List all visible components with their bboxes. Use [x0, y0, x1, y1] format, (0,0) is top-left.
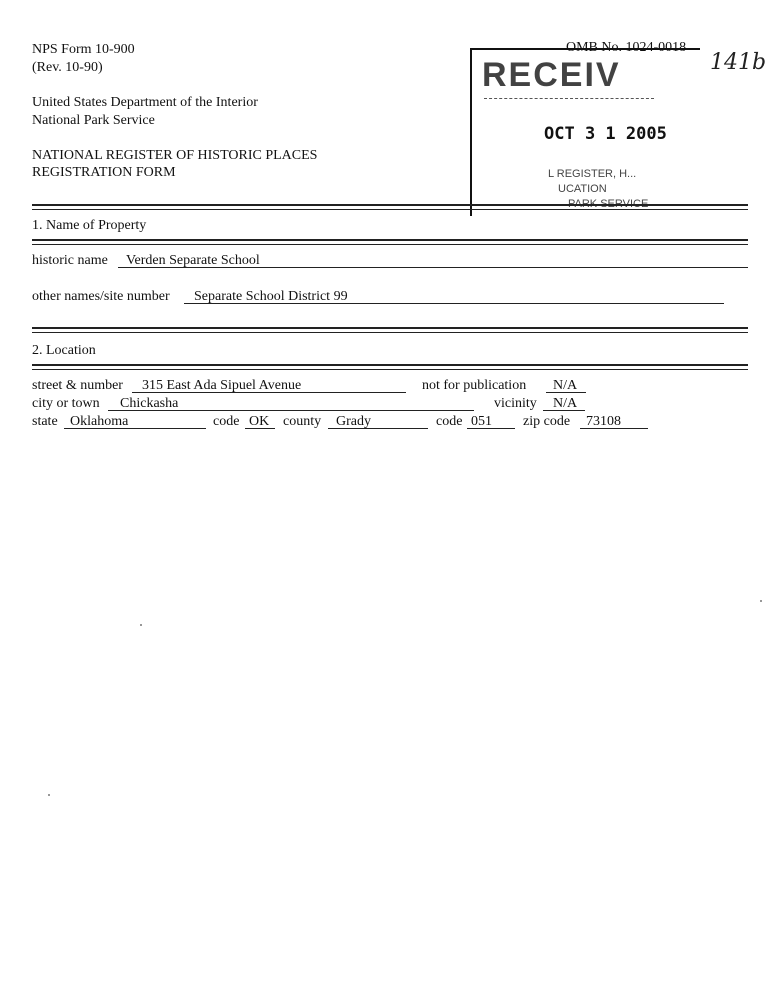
county-code-value: 051 — [471, 414, 492, 429]
handwritten-note: 141b — [710, 50, 767, 75]
stamp-divider — [484, 98, 654, 99]
section-rule — [32, 204, 748, 206]
street-value: 315 East Ada Sipuel Avenue — [142, 378, 302, 393]
vicinity-value: N/A — [553, 396, 578, 411]
state-code-label: code — [213, 414, 240, 429]
zip-code-label: zip code — [523, 414, 571, 429]
section-rule — [32, 332, 748, 333]
not-for-publication-value: N/A — [553, 378, 578, 393]
form-revision: (Rev. 10-90) — [32, 60, 103, 75]
historic-name-field[interactable] — [118, 253, 748, 268]
service-name: National Park Service — [32, 113, 155, 128]
section-rule — [32, 369, 748, 370]
state-label: state — [32, 414, 58, 429]
stamp-line-3: PARK SERVICE — [568, 198, 649, 210]
state-code-field[interactable] — [245, 414, 275, 429]
received-stamp — [470, 48, 700, 216]
section-rule — [32, 239, 748, 241]
other-names-field[interactable] — [184, 289, 724, 304]
other-names-label: other names/site number — [32, 289, 170, 304]
stamp-line-2: UCATION — [558, 183, 607, 195]
section-1-heading: 1. Name of Property — [32, 218, 147, 233]
zip-code-value: 73108 — [586, 414, 621, 429]
section-rule — [32, 244, 748, 245]
vicinity-label: vicinity — [494, 396, 537, 411]
historic-name-label: historic name — [32, 253, 108, 268]
not-for-publication-field[interactable] — [546, 378, 586, 393]
county-field[interactable] — [328, 414, 428, 429]
state-field[interactable] — [64, 414, 206, 429]
historic-name-value: Verden Separate School — [126, 253, 260, 268]
vicinity-field[interactable] — [543, 396, 585, 411]
form-subtitle: REGISTRATION FORM — [32, 165, 176, 180]
stamp-received-text: RECEIV — [482, 56, 621, 94]
scan-speck — [760, 600, 762, 602]
zip-code-field[interactable] — [580, 414, 648, 429]
state-value: Oklahoma — [70, 414, 129, 429]
county-code-field[interactable] — [467, 414, 515, 429]
form-number: NPS Form 10-900 — [32, 42, 135, 57]
county-label: county — [283, 414, 322, 429]
city-label: city or town — [32, 396, 100, 411]
city-value: Chickasha — [120, 396, 179, 411]
not-for-publication-label: not for publication — [422, 378, 527, 393]
section-rule — [32, 364, 748, 366]
department-name: United States Department of the Interior — [32, 95, 258, 110]
county-code-label: code — [436, 414, 463, 429]
form-title: NATIONAL REGISTER OF HISTORIC PLACES — [32, 148, 318, 163]
state-code-value: OK — [249, 414, 270, 429]
city-field[interactable] — [108, 396, 474, 411]
section-rule — [32, 209, 748, 210]
stamp-date: OCT 3 1 2005 — [544, 124, 667, 144]
omb-number: OMB No. 1024-0018 — [566, 40, 687, 55]
scan-speck — [48, 794, 50, 796]
section-2-heading: 2. Location — [32, 343, 96, 358]
section-rule — [32, 327, 748, 329]
other-names-value: Separate School District 99 — [194, 289, 348, 304]
street-field[interactable] — [132, 378, 406, 393]
scan-speck — [140, 624, 142, 626]
stamp-line-1: L REGISTER, H... — [548, 168, 637, 180]
street-label: street & number — [32, 378, 123, 393]
county-value: Grady — [336, 414, 371, 429]
